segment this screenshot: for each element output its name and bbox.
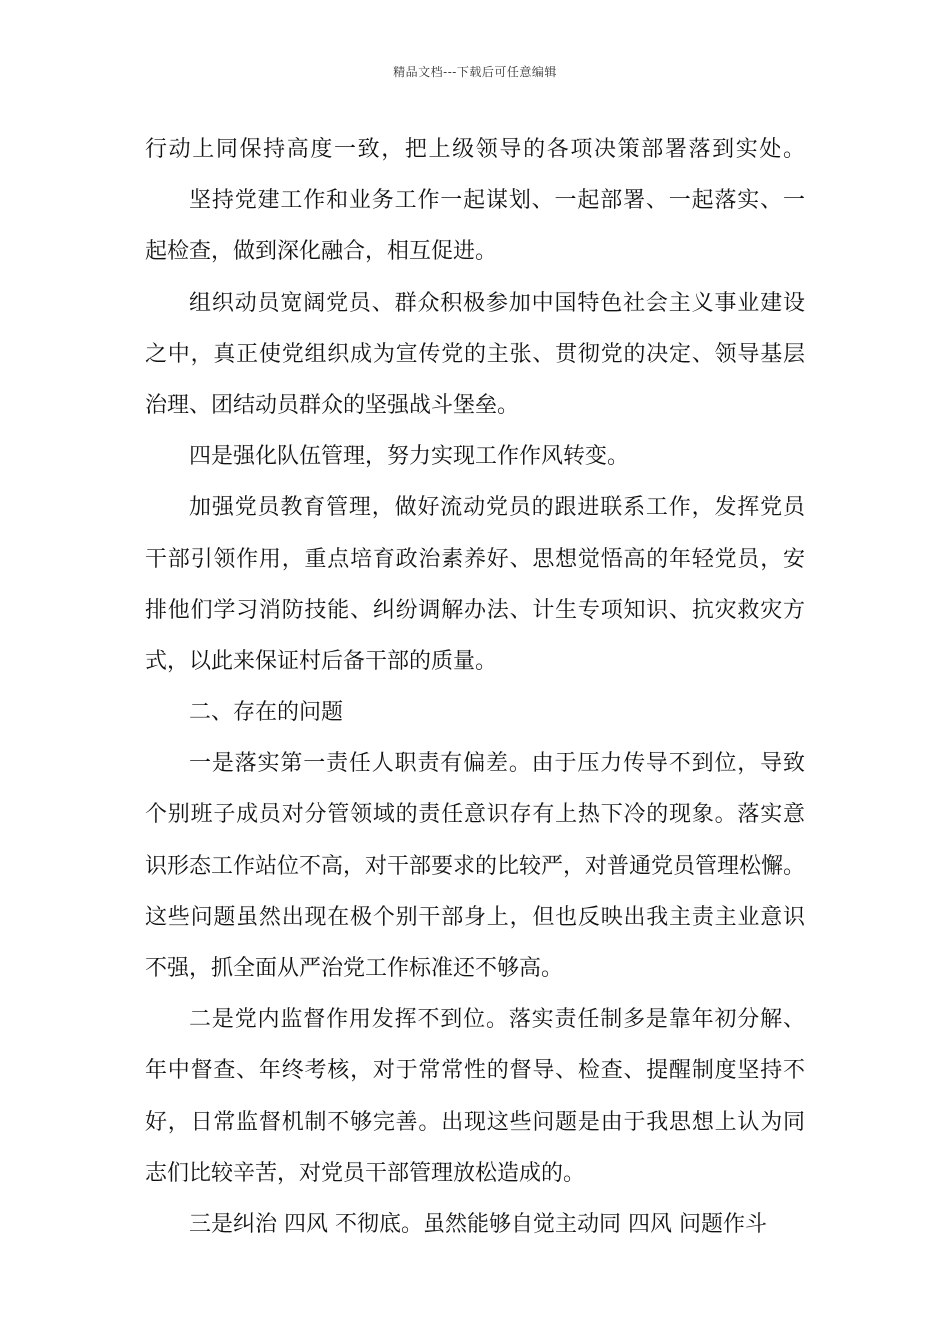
page-header-note: 精品文档---下载后可任意编辑 [393,65,557,79]
paragraph-start-line: 二是党内监督作用发挥不到位。落实责任制多是靠年初分解、 [189,1007,805,1033]
paragraph-start-line: 一是落实第一责任人职责有偏差。由于压力传导不到位，导致 [189,751,805,777]
text-line: 这些问题虽然出现在极个别干部身上，但也反映出我主责主业意识 [145,904,805,930]
paragraph-start-line: 加强党员教育管理，做好流动党员的跟进联系工作，发挥党员 [189,495,805,521]
text-line: 治理、团结动员群众的坚强战斗堡垒。 [145,392,520,418]
text-line: 志们比较辛苦，对党员干部管理放松造成的。 [145,1160,586,1186]
section-heading-line: 二、存在的问题 [189,700,344,726]
text-line: 好，日常监督机制不够完善。出现这些问题是由于我思想上认为同 [145,1109,805,1135]
text-line: 识形态工作站位不高，对干部要求的比较严，对普通党员管理松懈。 [145,853,806,879]
text-line: 个别班子成员对分管领域的责任意识存有上热下冷的现象。落实意 [145,802,805,828]
text-line: 干部引领作用，重点培育政治素养好、思想觉悟高的年轻党员，安 [145,546,805,572]
text-line: 年中督查、年终考核，对于常常性的督导、检查、提醒制度坚持不 [145,1058,805,1084]
text-line: 排他们学习消防技能、纠纷调解办法、计生专项知识、抗灾救灾方 [145,597,805,623]
text-line: 起检查，做到深化融合，相互促进。 [145,239,498,265]
section-heading-line: 四是强化队伍管理，努力实现工作作风转变。 [189,444,630,470]
document-body [145,124,805,1250]
text-line: 行动上同保持高度一致，把上级领导的各项决策部署落到实处。 [145,137,805,162]
text-line: 不强，抓全面从严治党工作标准还不够高。 [145,956,564,981]
text-line: 之中，真正使党组织成为宣传党的主张、贯彻党的决定、领导基层 [145,341,805,367]
paragraph-start-line: 组织动员宽阔党员、群众积极参加中国特色社会主义事业建设 [189,290,805,316]
paragraph-start-line: 三是纠治 四风 不彻底。虽然能够自觉主动同 四风 问题作斗 [189,1211,767,1237]
paragraph-start-line: 坚持党建工作和业务工作一起谋划、一起部署、一起落实、一 [189,188,805,214]
text-line: 式，以此来保证村后备干部的质量。 [145,648,498,674]
